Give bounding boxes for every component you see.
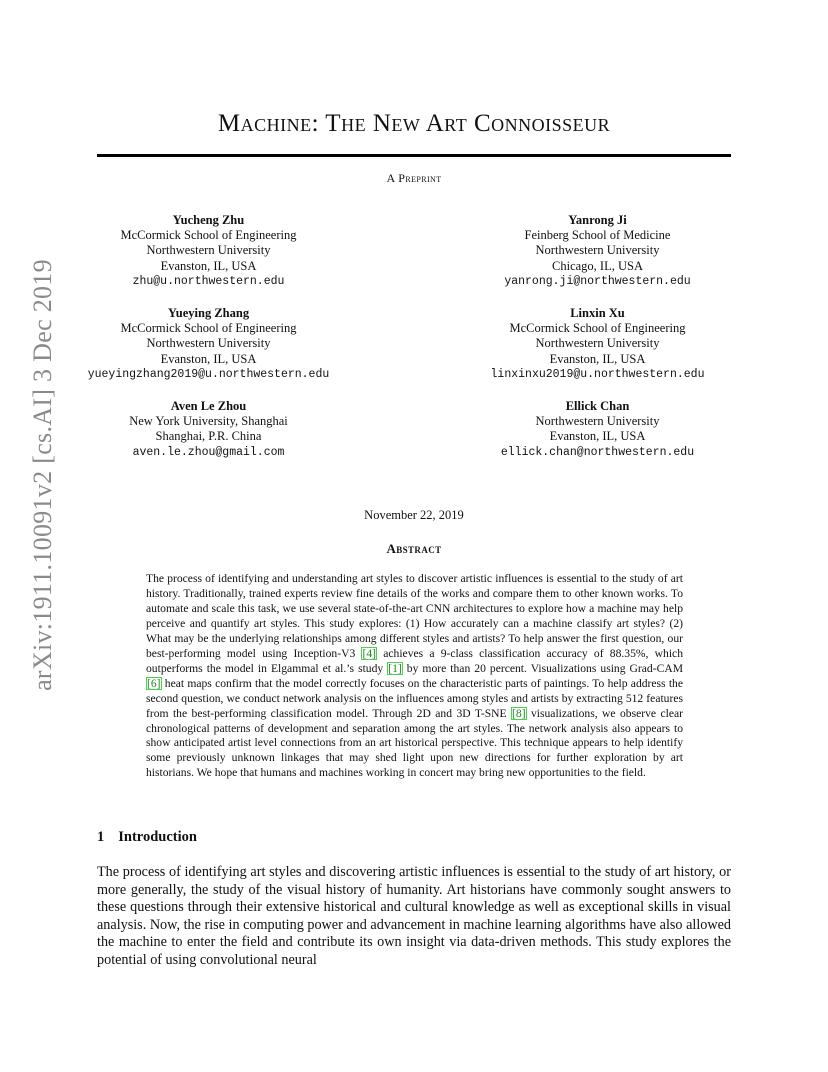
abstract-segment: The process of identifying and understanding art styles to discover artistic influences is essential to the study of art history. Traditionally, trained experts review fine details of the works and compare them to other known works. To automate and scale this task, we use several state-of-the-art CNN architectures to explore how a machine may help perceive and quantify art styles. This study explores: (1) How accurately can a machine classify art styles? (2) What may be the underlying relationships among different styles and artists? To help answer the first question, our best-performing model using Inception-V3 <box>146 572 683 660</box>
author-name: Yueying Zhang <box>167 306 250 321</box>
author-location: Chicago, IL, USA <box>552 258 643 273</box>
author-name: Linxin Xu <box>570 306 625 321</box>
author-affiliation: McCormick School of Engineering <box>120 228 297 243</box>
abstract-segment: achieves a 9-class classification accuracy of 88.35%, which outperforms the model in Elgammal et al.’s study <box>146 646 683 675</box>
citation-link[interactable]: [4] <box>362 646 377 660</box>
citation-link[interactable]: [6] <box>147 676 161 690</box>
abstract-segment: by more than 20 percent. Visualizations using Grad-CAM <box>402 661 684 675</box>
author-card <box>50 399 367 460</box>
author-email[interactable]: yueyingzhang2019@u.northwestern.edu <box>87 367 330 381</box>
author-card <box>439 213 756 289</box>
author-block <box>87 213 731 460</box>
author-affiliation: Northwestern University <box>535 336 660 351</box>
abstract-segment: visualizations, we observe clear chronological patterns of development and separation among the art styles. The network analysis also appears to show anticipated artist level connections from an art historical perspective. This technique appears to help identify some previously unknown linkages that may shed light upon new directions for further exploration by art historians. We hope that humans and machines working in concert may bring new opportunities to the field. <box>146 706 683 780</box>
abstract-segment: heat maps confirm that the model correctly focuses on the characteristic parts of paintings. To help address the second question, we conduct network analysis on the influences among styles and artists by extracting 512 features from the best-performing classification model. Through 2D and 3D T-SNE <box>146 676 683 720</box>
citation-link[interactable]: [8] <box>512 706 526 720</box>
title-rule <box>97 154 731 157</box>
paper-title: Machine: The New Art Connoisseur <box>217 110 611 137</box>
author-affiliation: Northwestern University <box>535 414 660 429</box>
section-heading <box>97 829 197 846</box>
author-email[interactable]: ellick.chan@northwestern.edu <box>500 445 695 459</box>
author-location: Evanston, IL, USA <box>160 258 257 273</box>
author-email[interactable]: zhu@u.northwestern.edu <box>132 274 285 288</box>
author-affiliation: Feinberg School of Medicine <box>524 228 671 243</box>
author-name: Ellick Chan <box>565 399 630 414</box>
intro-paragraph: The process of identifying art styles and discovering artistic influences is essential to the study of art history, or more generally, the study of the visual history of humanity. Art historians have commonly sought answers to these questions through their extensive historical and cultural knowledge as well as exceptional skills in visual analysis. Now, the rise in computing power and advancement in machine learning algorithms have also allowed the machine to enter the field and contribute its own insight via data-driven methods. This study explores the potential of using convolutional neural <box>97 864 731 968</box>
author-name: Yucheng Zhu <box>172 213 245 227</box>
author-email[interactable]: aven.le.zhou@gmail.com <box>132 445 285 459</box>
section-number: 1 <box>97 829 105 845</box>
section-title: Introduction <box>118 829 197 845</box>
author-card <box>439 306 756 382</box>
author-email[interactable]: linxinxu2019@u.northwestern.edu <box>490 367 705 381</box>
author-card <box>50 213 367 289</box>
arxiv-stamp: arXiv:1911.10091v2 [cs.AI] 3 Dec 2019 <box>28 259 57 691</box>
author-affiliation: McCormick School of Engineering <box>509 321 686 336</box>
abstract-heading: Abstract <box>386 541 442 556</box>
author-affiliation: McCormick School of Engineering <box>120 321 297 336</box>
author-affiliation: Northwestern University <box>146 243 271 258</box>
author-affiliation: Northwestern University <box>535 243 660 258</box>
author-location: Evanston, IL, USA <box>549 351 646 366</box>
paper-date: November 22, 2019 <box>364 508 464 522</box>
author-name: Yanrong Ji <box>568 213 627 227</box>
author-location: Evanston, IL, USA <box>160 351 257 366</box>
abstract-text <box>146 572 683 781</box>
author-name: Aven Le Zhou <box>170 399 247 414</box>
author-card <box>439 399 756 460</box>
preprint-label: A Preprint <box>386 171 442 185</box>
citation-link[interactable]: [1] <box>388 661 402 675</box>
author-location: Shanghai, P.R. China <box>155 429 262 444</box>
author-email[interactable]: yanrong.ji@northwestern.edu <box>504 274 691 288</box>
author-card <box>50 306 367 382</box>
author-affiliation: Northwestern University <box>146 336 271 351</box>
author-affiliation: New York University, Shanghai <box>129 414 288 429</box>
author-location: Evanston, IL, USA <box>549 429 646 444</box>
